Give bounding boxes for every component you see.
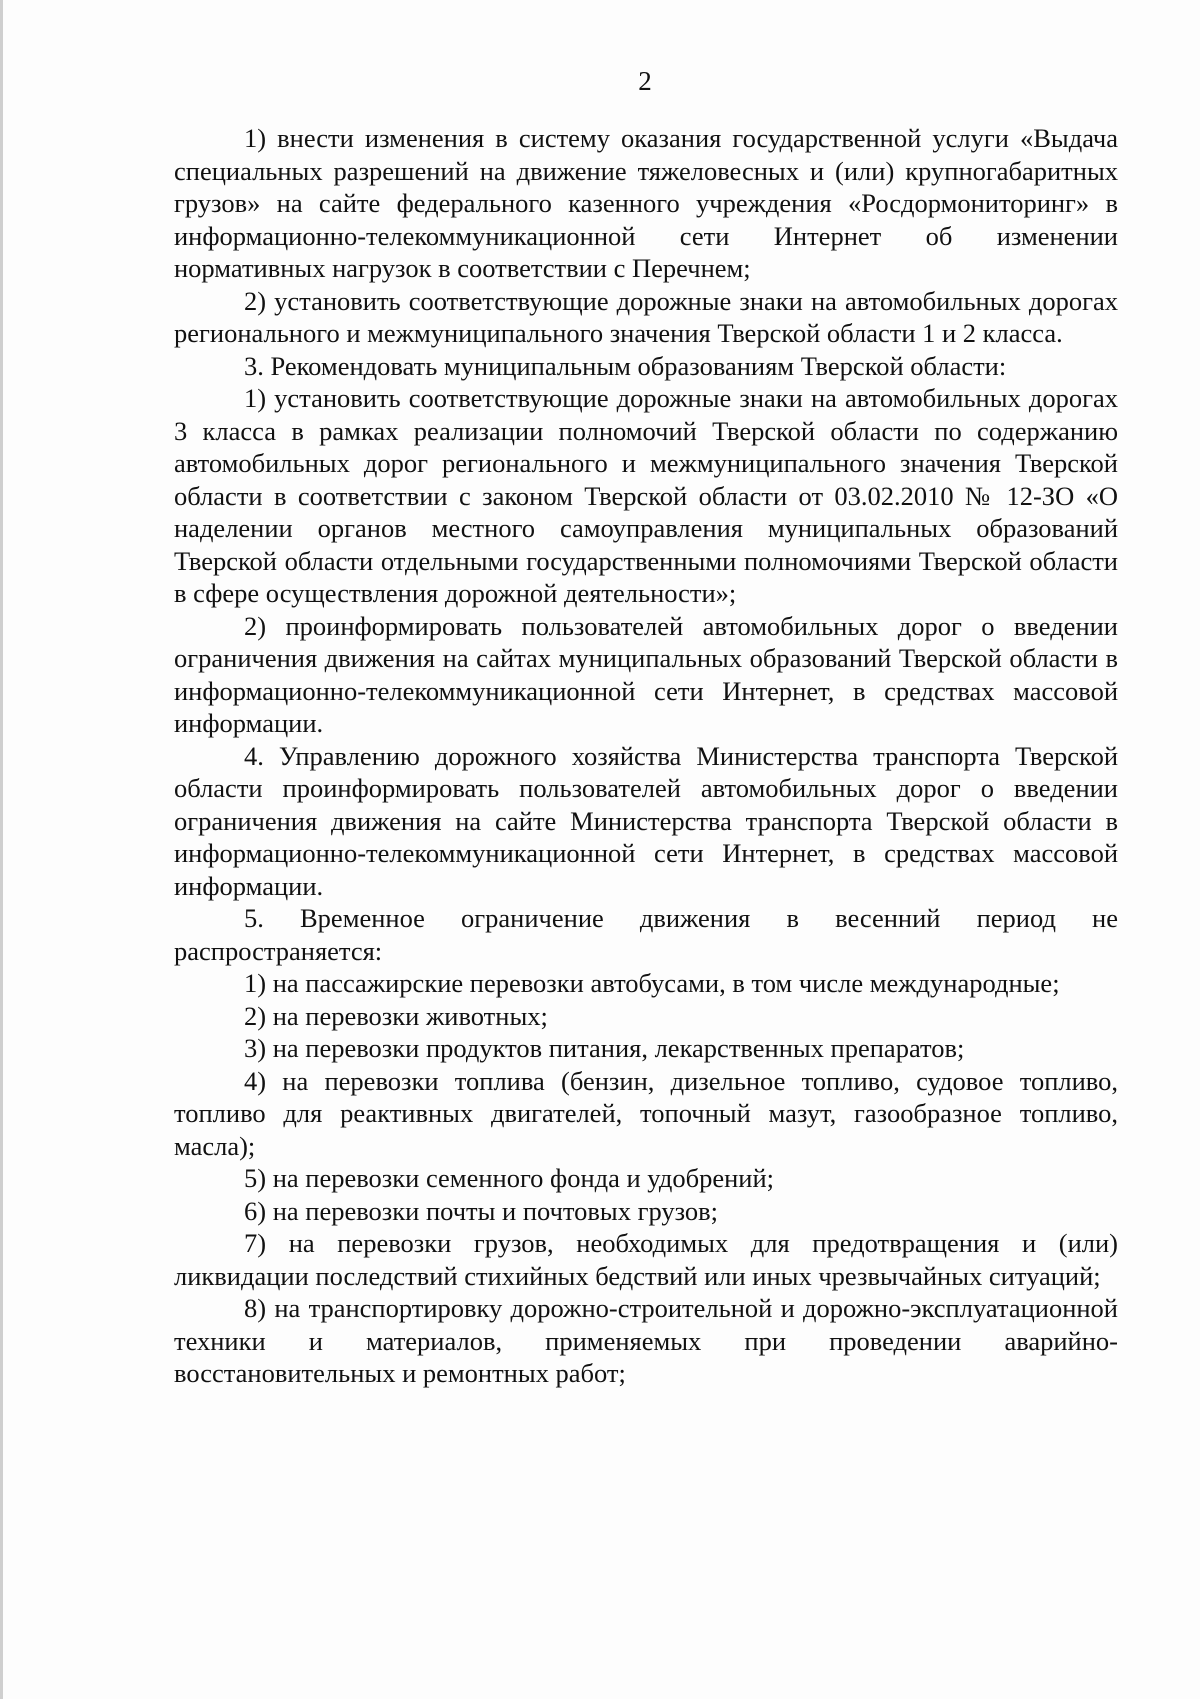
paragraph-3: 3. Рекомендовать муниципальным образованиям Тверской области: <box>244 350 1007 381</box>
paragraph-3-2: 2) проинформировать пользователей автомобильных дорог о введении ограничения движения на сайтах муниципальных образований Тверской области в информационно-телекоммуникационной сети Интернет, в средствах массовой информации. <box>174 610 1118 738</box>
paragraph-5: 5. Временное ограничение движения в весенний период не распространяется: <box>174 903 1118 966</box>
paragraph-1-1: 1) внести изменения в систему оказания государственной услуги «Выдача специальных разрешений на движение тяжеловесных и (или) крупногабаритных грузов» на сайте федерального казенного учреждения «Росдормониторинг» в информационно-телекоммуникационной сети Интернет об изменении нормативных нагрузок в соответствии с Перечнем; <box>174 123 1118 283</box>
paragraph-5-2: 2) на перевозки животных; <box>244 1000 548 1031</box>
paragraph-5-4: 4) на перевозки топлива (бензин, дизельное топливо, судовое топливо, топливо для реактивных двигателей, топочный мазут, газообразное топливо, масла); <box>174 1065 1118 1161</box>
paragraph-1-2: 2) установить соответствующие дорожные знаки на автомобильных дорогах регионального и межмуниципального значения Тверской области 1 и 2 класса. <box>174 285 1118 348</box>
document-body <box>174 122 1118 1390</box>
paragraph-5-7: 7) на перевозки грузов, необходимых для предотвращения и (или) ликвидации последствий стихийных бедствий или иных чрезвычайных ситуаций; <box>174 1228 1118 1291</box>
scan-edge <box>0 0 3 1699</box>
page-number: 2 <box>638 66 652 96</box>
paragraph-3-1: 1) установить соответствующие дорожные знаки на автомобильных дорогах 3 класса в рамках реализации полномочий Тверской области по содержанию автомобильных дорог регионального и межмуниципального значения Тверской области в соответствии с законом Тверской области от 03.02.2010 № 12-ЗО «О наделении органов местного самоуправления муниципальных образований Тверской области отдельными государственными полномочиями Тверской области в сфере осуществления дорожной деятельности»; <box>174 383 1118 608</box>
paragraph-5-8: 8) на транспортировку дорожно-строительной и дорожно-эксплуатационной техники и материалов, применяемых при проведении аварийно-восстановительных и ремонтных работ; <box>174 1293 1118 1388</box>
paragraph-5-1: 1) на пассажирские перевозки автобусами, в том числе международные; <box>244 968 1060 998</box>
paragraph-5-3: 3) на перевозки продуктов питания, лекарственных препаратов; <box>244 1033 965 1063</box>
paragraph-5-6: 6) на перевозки почты и почтовых грузов; <box>244 1195 719 1226</box>
paragraph-4: 4. Управлению дорожного хозяйства Министерства транспорта Тверской области проинформировать пользователей автомобильных дорог о введении ограничения движения на сайте Министерства транспорта Тверской области в информационно-телекоммуникационной сети Интернет, в средствах массовой информации. <box>174 740 1118 901</box>
paragraph-5-5: 5) на перевозки семенного фонда и удобрений; <box>244 1163 775 1193</box>
